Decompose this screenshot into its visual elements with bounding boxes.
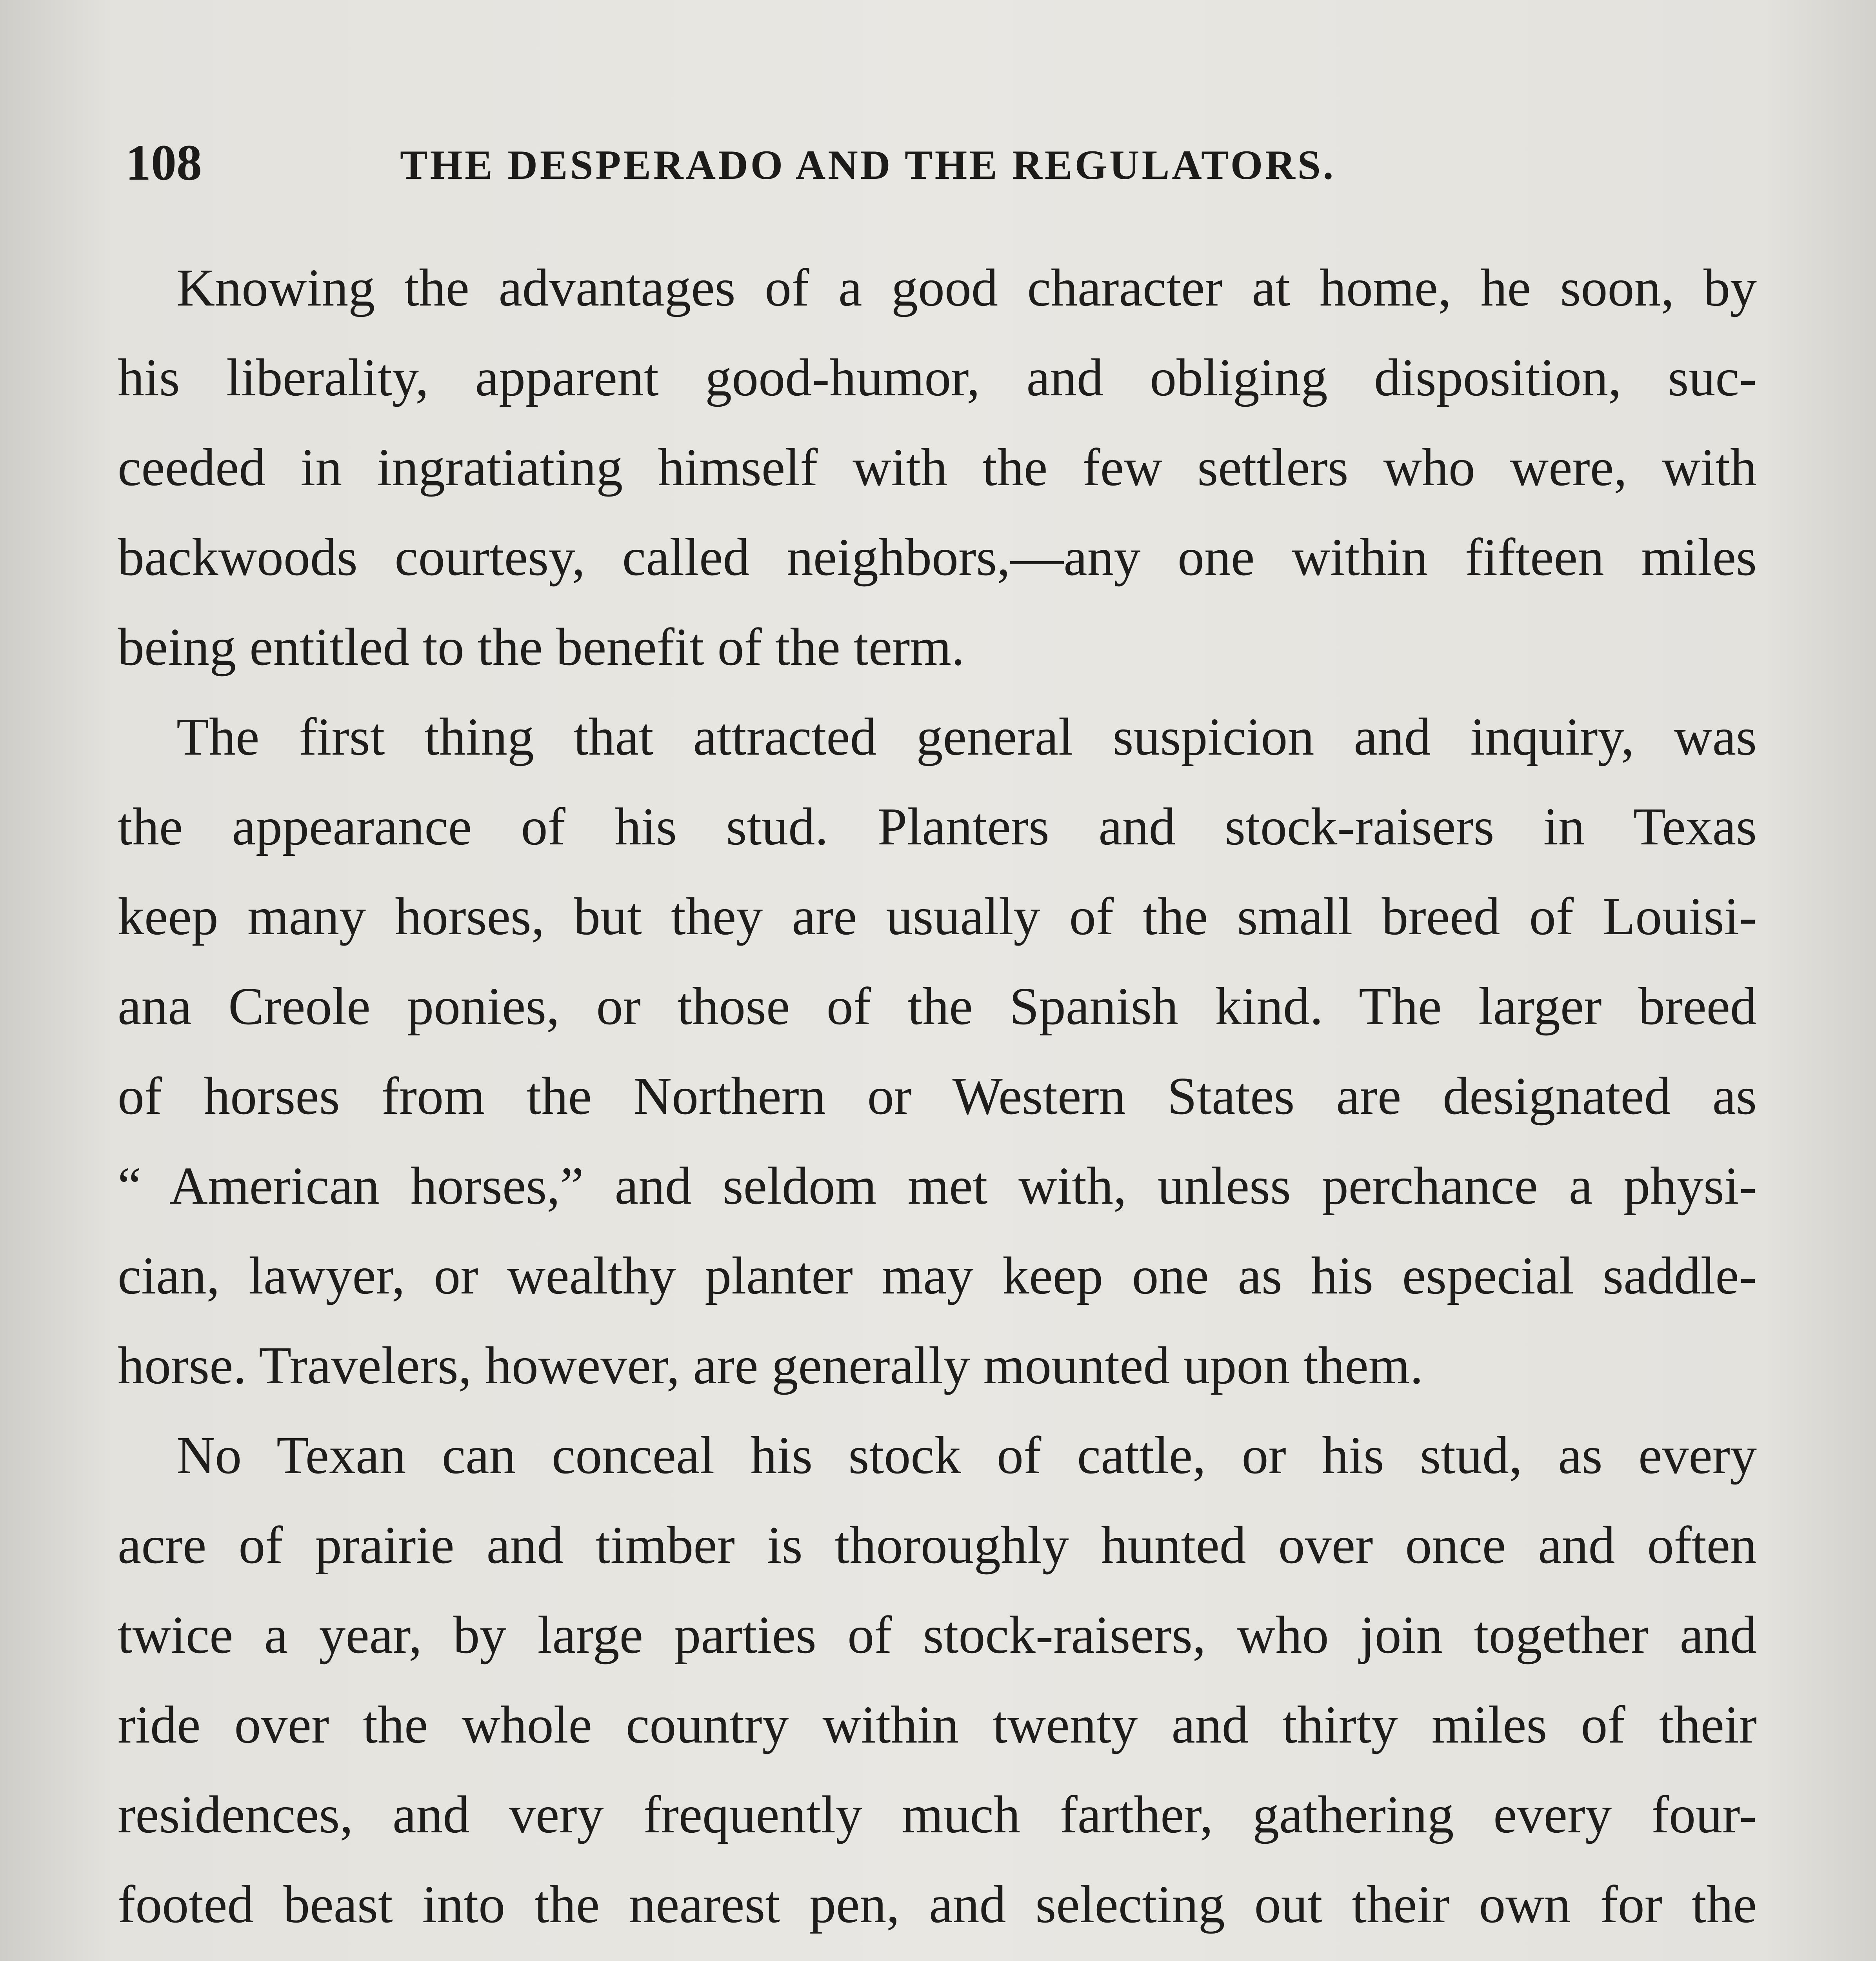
text-line: twice a year, by large parties of stock-raisers, who join together and xyxy=(118,1606,1757,1664)
text-line: backwoods courtesy, called neighbors,—any one within fifteen miles xyxy=(118,528,1757,587)
text-line: ana Creole ponies, or those of the Spanish kind. The larger breed xyxy=(118,977,1757,1036)
text-line: ceeded in ingratiating himself with the few settlers who were, with xyxy=(118,438,1757,497)
text-line: the appearance of his stud. Planters and stock-raisers in Texas xyxy=(118,797,1757,856)
text-line: footed beast into the nearest pen, and selecting out their own for the xyxy=(118,1875,1757,1934)
page-header xyxy=(118,133,1757,212)
text-line: “ American horses,” and seldom met with, unless perchance a physi- xyxy=(118,1157,1757,1215)
text-line: being entitled to the benefit of the term. xyxy=(118,618,965,677)
text-line: residences, and very frequently much farther, gathering every four- xyxy=(118,1785,1757,1844)
text-line: Knowing the advantages of a good character at home, he soon, by xyxy=(176,258,1757,317)
text-line: his liberality, apparent good-humor, and obliging disposition, suc- xyxy=(118,348,1757,407)
text-line: No Texan can conceal his stock of cattle, or his stud, as every xyxy=(176,1426,1757,1485)
text-line: cian, lawyer, or wealthy planter may keep one as his especial saddle- xyxy=(118,1246,1757,1305)
paragraph-2 xyxy=(118,692,1757,1411)
running-head: THE DESPERADO AND THE REGULATORS. xyxy=(400,142,1336,188)
text-line: of horses from the Northern or Western States are designated as xyxy=(118,1067,1757,1126)
text-line: keep many horses, but they are usually of the small breed of Louisi- xyxy=(118,887,1757,946)
paragraph-3 xyxy=(118,1411,1757,1961)
body-text xyxy=(118,243,1757,1961)
text-line: ride over the whole country within twenty and thirty miles of their xyxy=(118,1695,1757,1754)
page-number: 108 xyxy=(125,135,202,191)
paragraph-1 xyxy=(118,243,1757,692)
text-line: acre of prairie and timber is thoroughly hunted over once and often xyxy=(118,1516,1757,1575)
text-line xyxy=(118,1950,1757,1961)
text-line: horse. Travelers, however, are generally mounted upon them. xyxy=(118,1336,1423,1395)
text-line: The first thing that attracted general suspicion and inquiry, was xyxy=(176,708,1757,766)
